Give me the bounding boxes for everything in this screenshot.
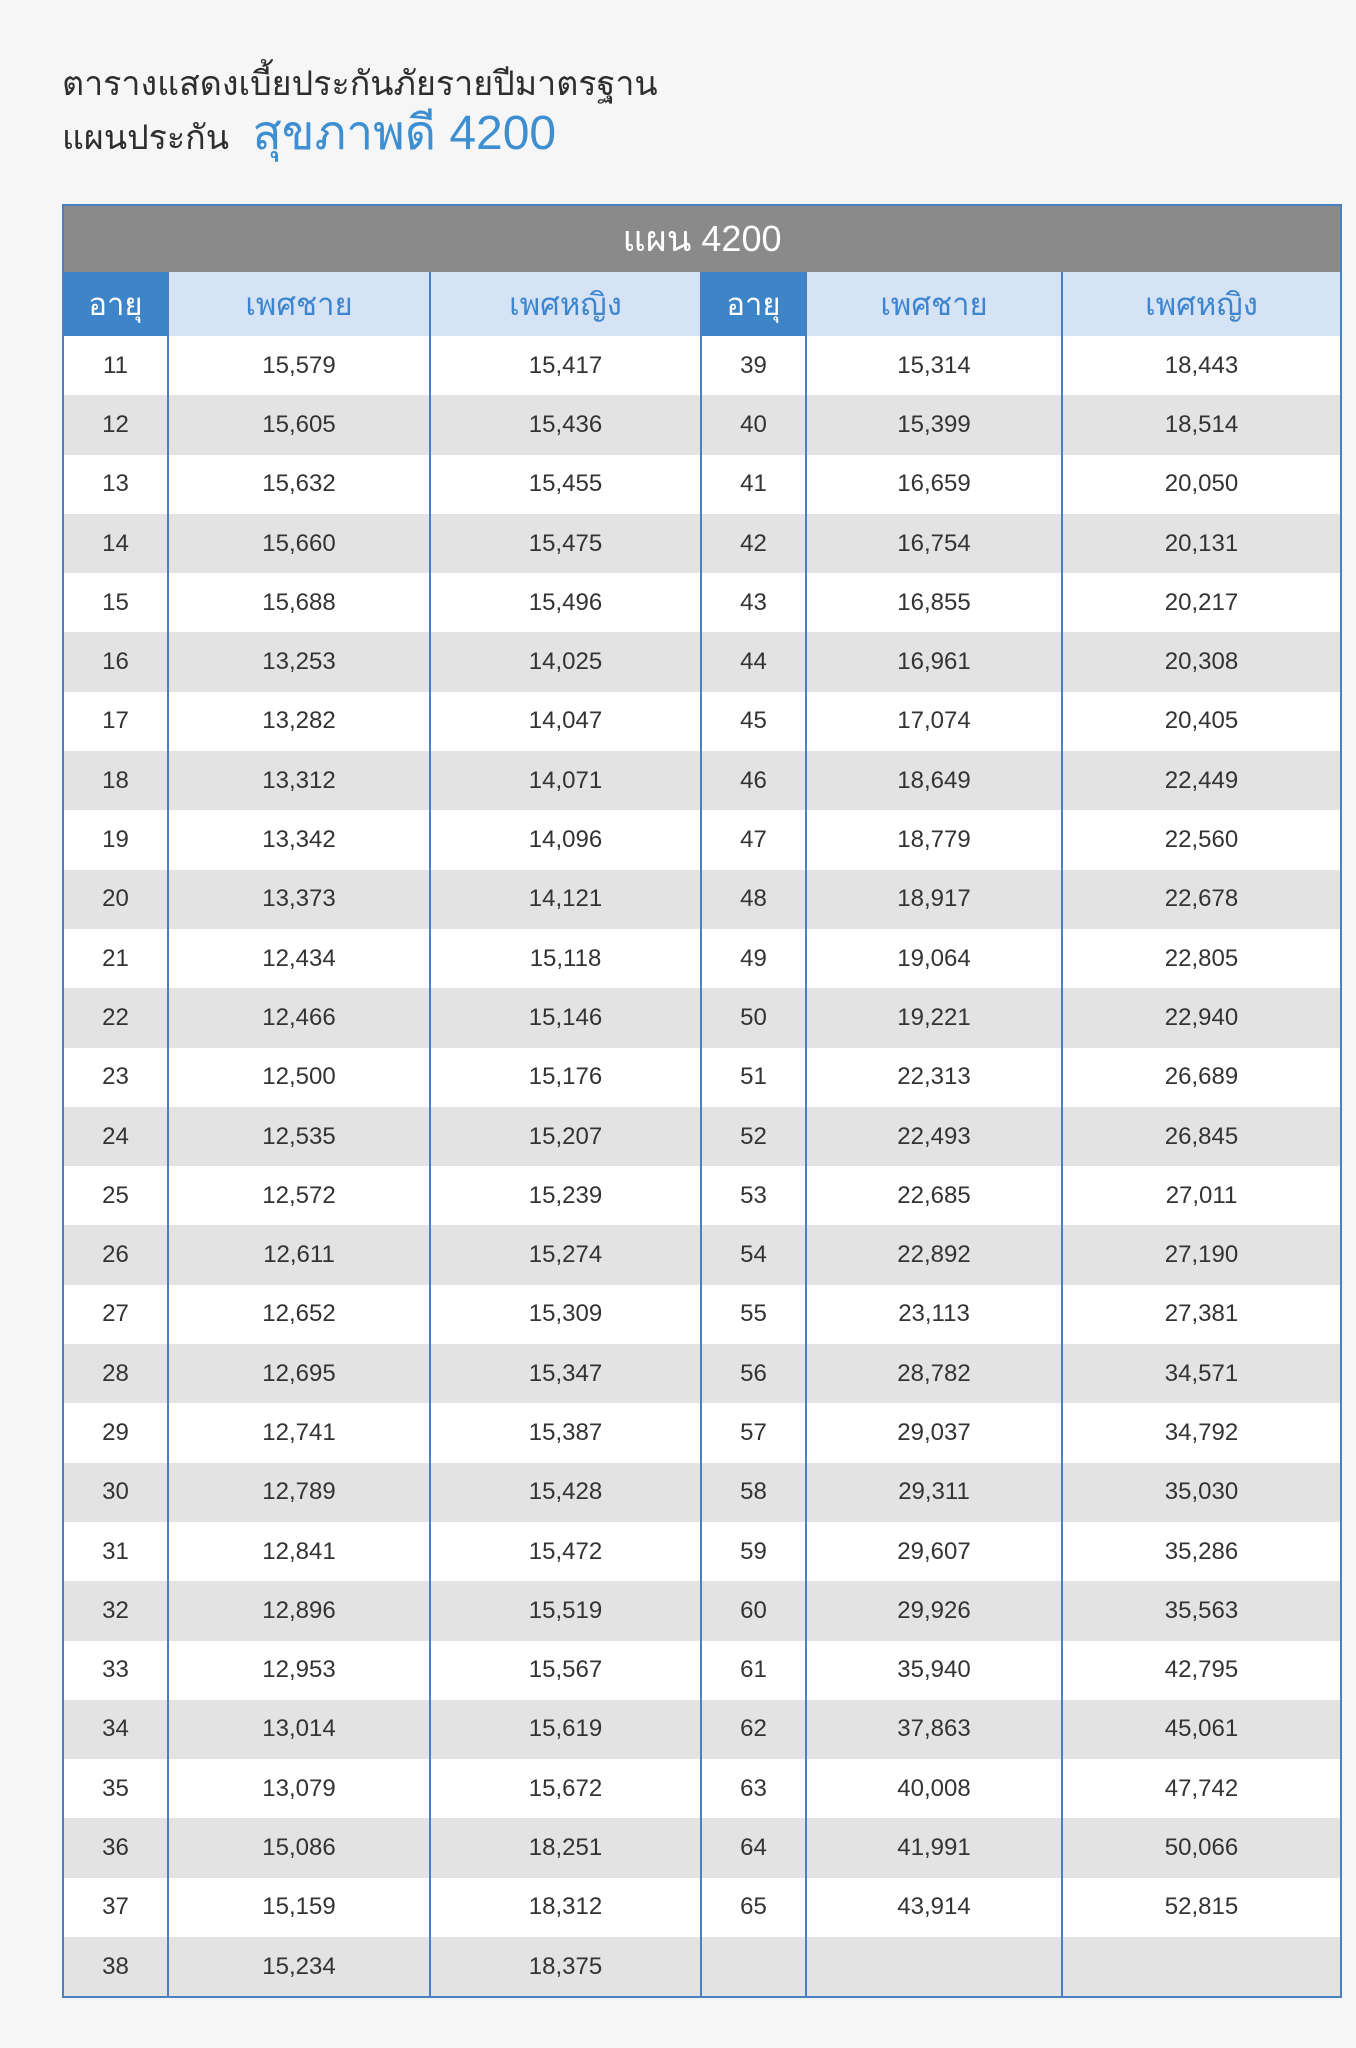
right-age-cell: 40 bbox=[701, 395, 806, 454]
female-header-left: เพศหญิง bbox=[430, 272, 701, 336]
left-age-cell: 36 bbox=[64, 1818, 168, 1877]
left-age-cell: 33 bbox=[64, 1641, 168, 1700]
left-female-cell: 18,312 bbox=[430, 1878, 701, 1937]
right-male-cell: 28,782 bbox=[806, 1344, 1062, 1403]
left-female-cell: 15,455 bbox=[430, 455, 701, 514]
left-male-cell: 15,632 bbox=[168, 455, 430, 514]
left-age-cell: 29 bbox=[64, 1403, 168, 1462]
left-age-cell: 37 bbox=[64, 1878, 168, 1937]
left-age-cell: 22 bbox=[64, 988, 168, 1047]
right-age-cell: 59 bbox=[701, 1522, 806, 1581]
male-header-left: เพศชาย bbox=[168, 272, 430, 336]
right-female-cell: 35,030 bbox=[1062, 1463, 1340, 1522]
table-row bbox=[64, 1166, 1340, 1225]
left-female-cell: 15,239 bbox=[430, 1166, 701, 1225]
right-female-cell: 34,792 bbox=[1062, 1403, 1340, 1462]
plan-header: แผน 4200 bbox=[64, 206, 1340, 272]
right-male-cell: 29,607 bbox=[806, 1522, 1062, 1581]
table-row bbox=[64, 1048, 1340, 1107]
left-male-cell: 12,572 bbox=[168, 1166, 430, 1225]
table-row bbox=[64, 1581, 1340, 1640]
table-row bbox=[64, 1878, 1340, 1937]
plan-prefix: แผนประกัน bbox=[62, 119, 230, 157]
right-female-cell bbox=[1062, 1937, 1340, 1996]
right-age-cell: 46 bbox=[701, 751, 806, 810]
right-male-cell: 22,892 bbox=[806, 1225, 1062, 1284]
left-age-cell: 21 bbox=[64, 929, 168, 988]
table-row bbox=[64, 1225, 1340, 1284]
left-age-cell: 23 bbox=[64, 1048, 168, 1107]
left-female-cell: 15,619 bbox=[430, 1700, 701, 1759]
age-header-right: อายุ bbox=[701, 272, 806, 336]
left-age-cell: 38 bbox=[64, 1937, 168, 1996]
right-female-cell: 20,217 bbox=[1062, 573, 1340, 632]
left-female-cell: 15,672 bbox=[430, 1759, 701, 1818]
left-female-cell: 14,096 bbox=[430, 810, 701, 869]
left-age-cell: 25 bbox=[64, 1166, 168, 1225]
left-male-cell: 13,342 bbox=[168, 810, 430, 869]
table-row bbox=[64, 692, 1340, 751]
right-age-cell: 48 bbox=[701, 870, 806, 929]
table-row bbox=[64, 988, 1340, 1047]
left-female-cell: 15,519 bbox=[430, 1581, 701, 1640]
right-female-cell: 27,381 bbox=[1062, 1285, 1340, 1344]
right-male-cell: 17,074 bbox=[806, 692, 1062, 751]
right-age-cell: 65 bbox=[701, 1878, 806, 1937]
table-row bbox=[64, 395, 1340, 454]
right-age-cell: 54 bbox=[701, 1225, 806, 1284]
right-female-cell: 47,742 bbox=[1062, 1759, 1340, 1818]
left-male-cell: 12,466 bbox=[168, 988, 430, 1047]
left-male-cell: 15,660 bbox=[168, 514, 430, 573]
right-age-cell: 49 bbox=[701, 929, 806, 988]
table-row bbox=[64, 1700, 1340, 1759]
right-age-cell: 53 bbox=[701, 1166, 806, 1225]
right-male-cell: 16,855 bbox=[806, 573, 1062, 632]
right-male-cell: 29,037 bbox=[806, 1403, 1062, 1462]
left-male-cell: 13,079 bbox=[168, 1759, 430, 1818]
left-age-cell: 24 bbox=[64, 1107, 168, 1166]
table-row bbox=[64, 870, 1340, 929]
right-male-cell: 22,313 bbox=[806, 1048, 1062, 1107]
right-age-cell: 43 bbox=[701, 573, 806, 632]
left-age-cell: 28 bbox=[64, 1344, 168, 1403]
right-female-cell: 42,795 bbox=[1062, 1641, 1340, 1700]
page-title: ตารางแสดงเบี้ยประกันภัยรายปีมาตรฐาน bbox=[62, 65, 658, 103]
table-row bbox=[64, 514, 1340, 573]
table-row bbox=[64, 1107, 1340, 1166]
table-row bbox=[64, 751, 1340, 810]
right-male-cell: 18,917 bbox=[806, 870, 1062, 929]
right-female-cell: 26,845 bbox=[1062, 1107, 1340, 1166]
right-female-cell: 22,805 bbox=[1062, 929, 1340, 988]
right-male-cell: 19,064 bbox=[806, 929, 1062, 988]
left-age-cell: 34 bbox=[64, 1700, 168, 1759]
right-female-cell: 18,443 bbox=[1062, 336, 1340, 395]
right-female-cell: 52,815 bbox=[1062, 1878, 1340, 1937]
left-female-cell: 15,428 bbox=[430, 1463, 701, 1522]
left-male-cell: 12,695 bbox=[168, 1344, 430, 1403]
right-age-cell: 51 bbox=[701, 1048, 806, 1107]
table-row bbox=[64, 455, 1340, 514]
right-age-cell: 63 bbox=[701, 1759, 806, 1818]
right-female-cell: 22,560 bbox=[1062, 810, 1340, 869]
title-block bbox=[62, 62, 658, 166]
right-age-cell: 58 bbox=[701, 1463, 806, 1522]
male-header-right: เพศชาย bbox=[806, 272, 1062, 336]
left-female-cell: 15,417 bbox=[430, 336, 701, 395]
right-age-cell: 61 bbox=[701, 1641, 806, 1700]
left-age-cell: 14 bbox=[64, 514, 168, 573]
left-age-cell: 11 bbox=[64, 336, 168, 395]
right-male-cell: 43,914 bbox=[806, 1878, 1062, 1937]
left-male-cell: 13,373 bbox=[168, 870, 430, 929]
table-row bbox=[64, 1759, 1340, 1818]
plan-subtitle bbox=[62, 106, 658, 166]
left-female-cell: 15,387 bbox=[430, 1403, 701, 1462]
right-male-cell: 37,863 bbox=[806, 1700, 1062, 1759]
left-female-cell: 15,274 bbox=[430, 1225, 701, 1284]
right-male-cell: 19,221 bbox=[806, 988, 1062, 1047]
left-female-cell: 15,496 bbox=[430, 573, 701, 632]
table-row bbox=[64, 573, 1340, 632]
left-age-cell: 16 bbox=[64, 632, 168, 691]
right-age-cell: 42 bbox=[701, 514, 806, 573]
premium-table bbox=[62, 204, 1342, 1998]
right-age-cell: 64 bbox=[701, 1818, 806, 1877]
table-row bbox=[64, 929, 1340, 988]
right-age-cell: 56 bbox=[701, 1344, 806, 1403]
right-female-cell: 20,308 bbox=[1062, 632, 1340, 691]
left-female-cell: 15,207 bbox=[430, 1107, 701, 1166]
left-female-cell: 14,025 bbox=[430, 632, 701, 691]
left-male-cell: 13,014 bbox=[168, 1700, 430, 1759]
right-female-cell: 50,066 bbox=[1062, 1818, 1340, 1877]
left-female-cell: 15,176 bbox=[430, 1048, 701, 1107]
left-male-cell: 12,841 bbox=[168, 1522, 430, 1581]
right-female-cell: 18,514 bbox=[1062, 395, 1340, 454]
right-male-cell: 16,961 bbox=[806, 632, 1062, 691]
right-male-cell: 35,940 bbox=[806, 1641, 1062, 1700]
left-female-cell: 14,047 bbox=[430, 692, 701, 751]
right-age-cell: 39 bbox=[701, 336, 806, 395]
column-header-row bbox=[64, 272, 1340, 336]
left-age-cell: 32 bbox=[64, 1581, 168, 1640]
right-age-cell: 60 bbox=[701, 1581, 806, 1640]
left-female-cell: 14,071 bbox=[430, 751, 701, 810]
right-female-cell: 26,689 bbox=[1062, 1048, 1340, 1107]
table-row bbox=[64, 1937, 1340, 1996]
table-row bbox=[64, 810, 1340, 869]
left-female-cell: 15,146 bbox=[430, 988, 701, 1047]
left-male-cell: 12,611 bbox=[168, 1225, 430, 1284]
left-male-cell: 12,535 bbox=[168, 1107, 430, 1166]
left-male-cell: 12,434 bbox=[168, 929, 430, 988]
left-female-cell: 14,121 bbox=[430, 870, 701, 929]
left-male-cell: 13,282 bbox=[168, 692, 430, 751]
right-age-cell: 52 bbox=[701, 1107, 806, 1166]
premium-grid bbox=[64, 272, 1340, 1996]
right-age-cell: 45 bbox=[701, 692, 806, 751]
right-age-cell: 50 bbox=[701, 988, 806, 1047]
right-male-cell: 29,926 bbox=[806, 1581, 1062, 1640]
female-header-right: เพศหญิง bbox=[1062, 272, 1340, 336]
left-age-cell: 13 bbox=[64, 455, 168, 514]
plan-name: สุขภาพดี 4200 bbox=[252, 107, 557, 160]
left-male-cell: 12,741 bbox=[168, 1403, 430, 1462]
left-age-cell: 18 bbox=[64, 751, 168, 810]
age-header-left: อายุ bbox=[64, 272, 168, 336]
right-male-cell: 22,685 bbox=[806, 1166, 1062, 1225]
right-female-cell: 27,190 bbox=[1062, 1225, 1340, 1284]
left-male-cell: 15,605 bbox=[168, 395, 430, 454]
left-female-cell: 15,472 bbox=[430, 1522, 701, 1581]
left-female-cell: 15,347 bbox=[430, 1344, 701, 1403]
left-female-cell: 15,475 bbox=[430, 514, 701, 573]
table-row bbox=[64, 336, 1340, 395]
left-male-cell: 15,234 bbox=[168, 1937, 430, 1996]
table-row bbox=[64, 1818, 1340, 1877]
left-male-cell: 15,086 bbox=[168, 1818, 430, 1877]
right-female-cell: 35,286 bbox=[1062, 1522, 1340, 1581]
right-female-cell: 22,678 bbox=[1062, 870, 1340, 929]
left-age-cell: 35 bbox=[64, 1759, 168, 1818]
left-age-cell: 15 bbox=[64, 573, 168, 632]
right-male-cell: 40,008 bbox=[806, 1759, 1062, 1818]
right-female-cell: 22,449 bbox=[1062, 751, 1340, 810]
right-male-cell: 18,649 bbox=[806, 751, 1062, 810]
left-female-cell: 15,436 bbox=[430, 395, 701, 454]
right-male-cell: 15,314 bbox=[806, 336, 1062, 395]
table-row bbox=[64, 1641, 1340, 1700]
left-male-cell: 15,159 bbox=[168, 1878, 430, 1937]
right-male-cell: 16,754 bbox=[806, 514, 1062, 573]
right-male-cell: 22,493 bbox=[806, 1107, 1062, 1166]
right-age-cell: 57 bbox=[701, 1403, 806, 1462]
left-age-cell: 27 bbox=[64, 1285, 168, 1344]
right-female-cell: 27,011 bbox=[1062, 1166, 1340, 1225]
left-female-cell: 15,567 bbox=[430, 1641, 701, 1700]
right-female-cell: 20,405 bbox=[1062, 692, 1340, 751]
left-male-cell: 12,789 bbox=[168, 1463, 430, 1522]
left-male-cell: 15,688 bbox=[168, 573, 430, 632]
left-age-cell: 26 bbox=[64, 1225, 168, 1284]
right-age-cell: 41 bbox=[701, 455, 806, 514]
table-row bbox=[64, 1403, 1340, 1462]
table-row bbox=[64, 1344, 1340, 1403]
right-male-cell: 23,113 bbox=[806, 1285, 1062, 1344]
right-age-cell: 47 bbox=[701, 810, 806, 869]
right-age-cell: 55 bbox=[701, 1285, 806, 1344]
table-row bbox=[64, 1522, 1340, 1581]
right-male-cell: 29,311 bbox=[806, 1463, 1062, 1522]
left-female-cell: 15,309 bbox=[430, 1285, 701, 1344]
table-row bbox=[64, 1285, 1340, 1344]
right-female-cell: 35,563 bbox=[1062, 1581, 1340, 1640]
right-female-cell: 20,050 bbox=[1062, 455, 1340, 514]
right-male-cell: 15,399 bbox=[806, 395, 1062, 454]
left-male-cell: 12,896 bbox=[168, 1581, 430, 1640]
left-age-cell: 12 bbox=[64, 395, 168, 454]
right-female-cell: 34,571 bbox=[1062, 1344, 1340, 1403]
left-female-cell: 18,251 bbox=[430, 1818, 701, 1877]
left-male-cell: 15,579 bbox=[168, 336, 430, 395]
right-age-cell: 44 bbox=[701, 632, 806, 691]
right-male-cell bbox=[806, 1937, 1062, 1996]
right-male-cell: 18,779 bbox=[806, 810, 1062, 869]
left-male-cell: 12,500 bbox=[168, 1048, 430, 1107]
left-female-cell: 15,118 bbox=[430, 929, 701, 988]
left-male-cell: 12,652 bbox=[168, 1285, 430, 1344]
right-female-cell: 20,131 bbox=[1062, 514, 1340, 573]
right-male-cell: 16,659 bbox=[806, 455, 1062, 514]
left-male-cell: 13,253 bbox=[168, 632, 430, 691]
right-age-cell: 62 bbox=[701, 1700, 806, 1759]
left-age-cell: 30 bbox=[64, 1463, 168, 1522]
left-male-cell: 13,312 bbox=[168, 751, 430, 810]
table-row bbox=[64, 632, 1340, 691]
table-row bbox=[64, 1463, 1340, 1522]
left-age-cell: 19 bbox=[64, 810, 168, 869]
right-female-cell: 45,061 bbox=[1062, 1700, 1340, 1759]
left-male-cell: 12,953 bbox=[168, 1641, 430, 1700]
right-male-cell: 41,991 bbox=[806, 1818, 1062, 1877]
left-female-cell: 18,375 bbox=[430, 1937, 701, 1996]
left-age-cell: 31 bbox=[64, 1522, 168, 1581]
left-age-cell: 20 bbox=[64, 870, 168, 929]
left-age-cell: 17 bbox=[64, 692, 168, 751]
right-female-cell: 22,940 bbox=[1062, 988, 1340, 1047]
right-age-cell bbox=[701, 1937, 806, 1996]
